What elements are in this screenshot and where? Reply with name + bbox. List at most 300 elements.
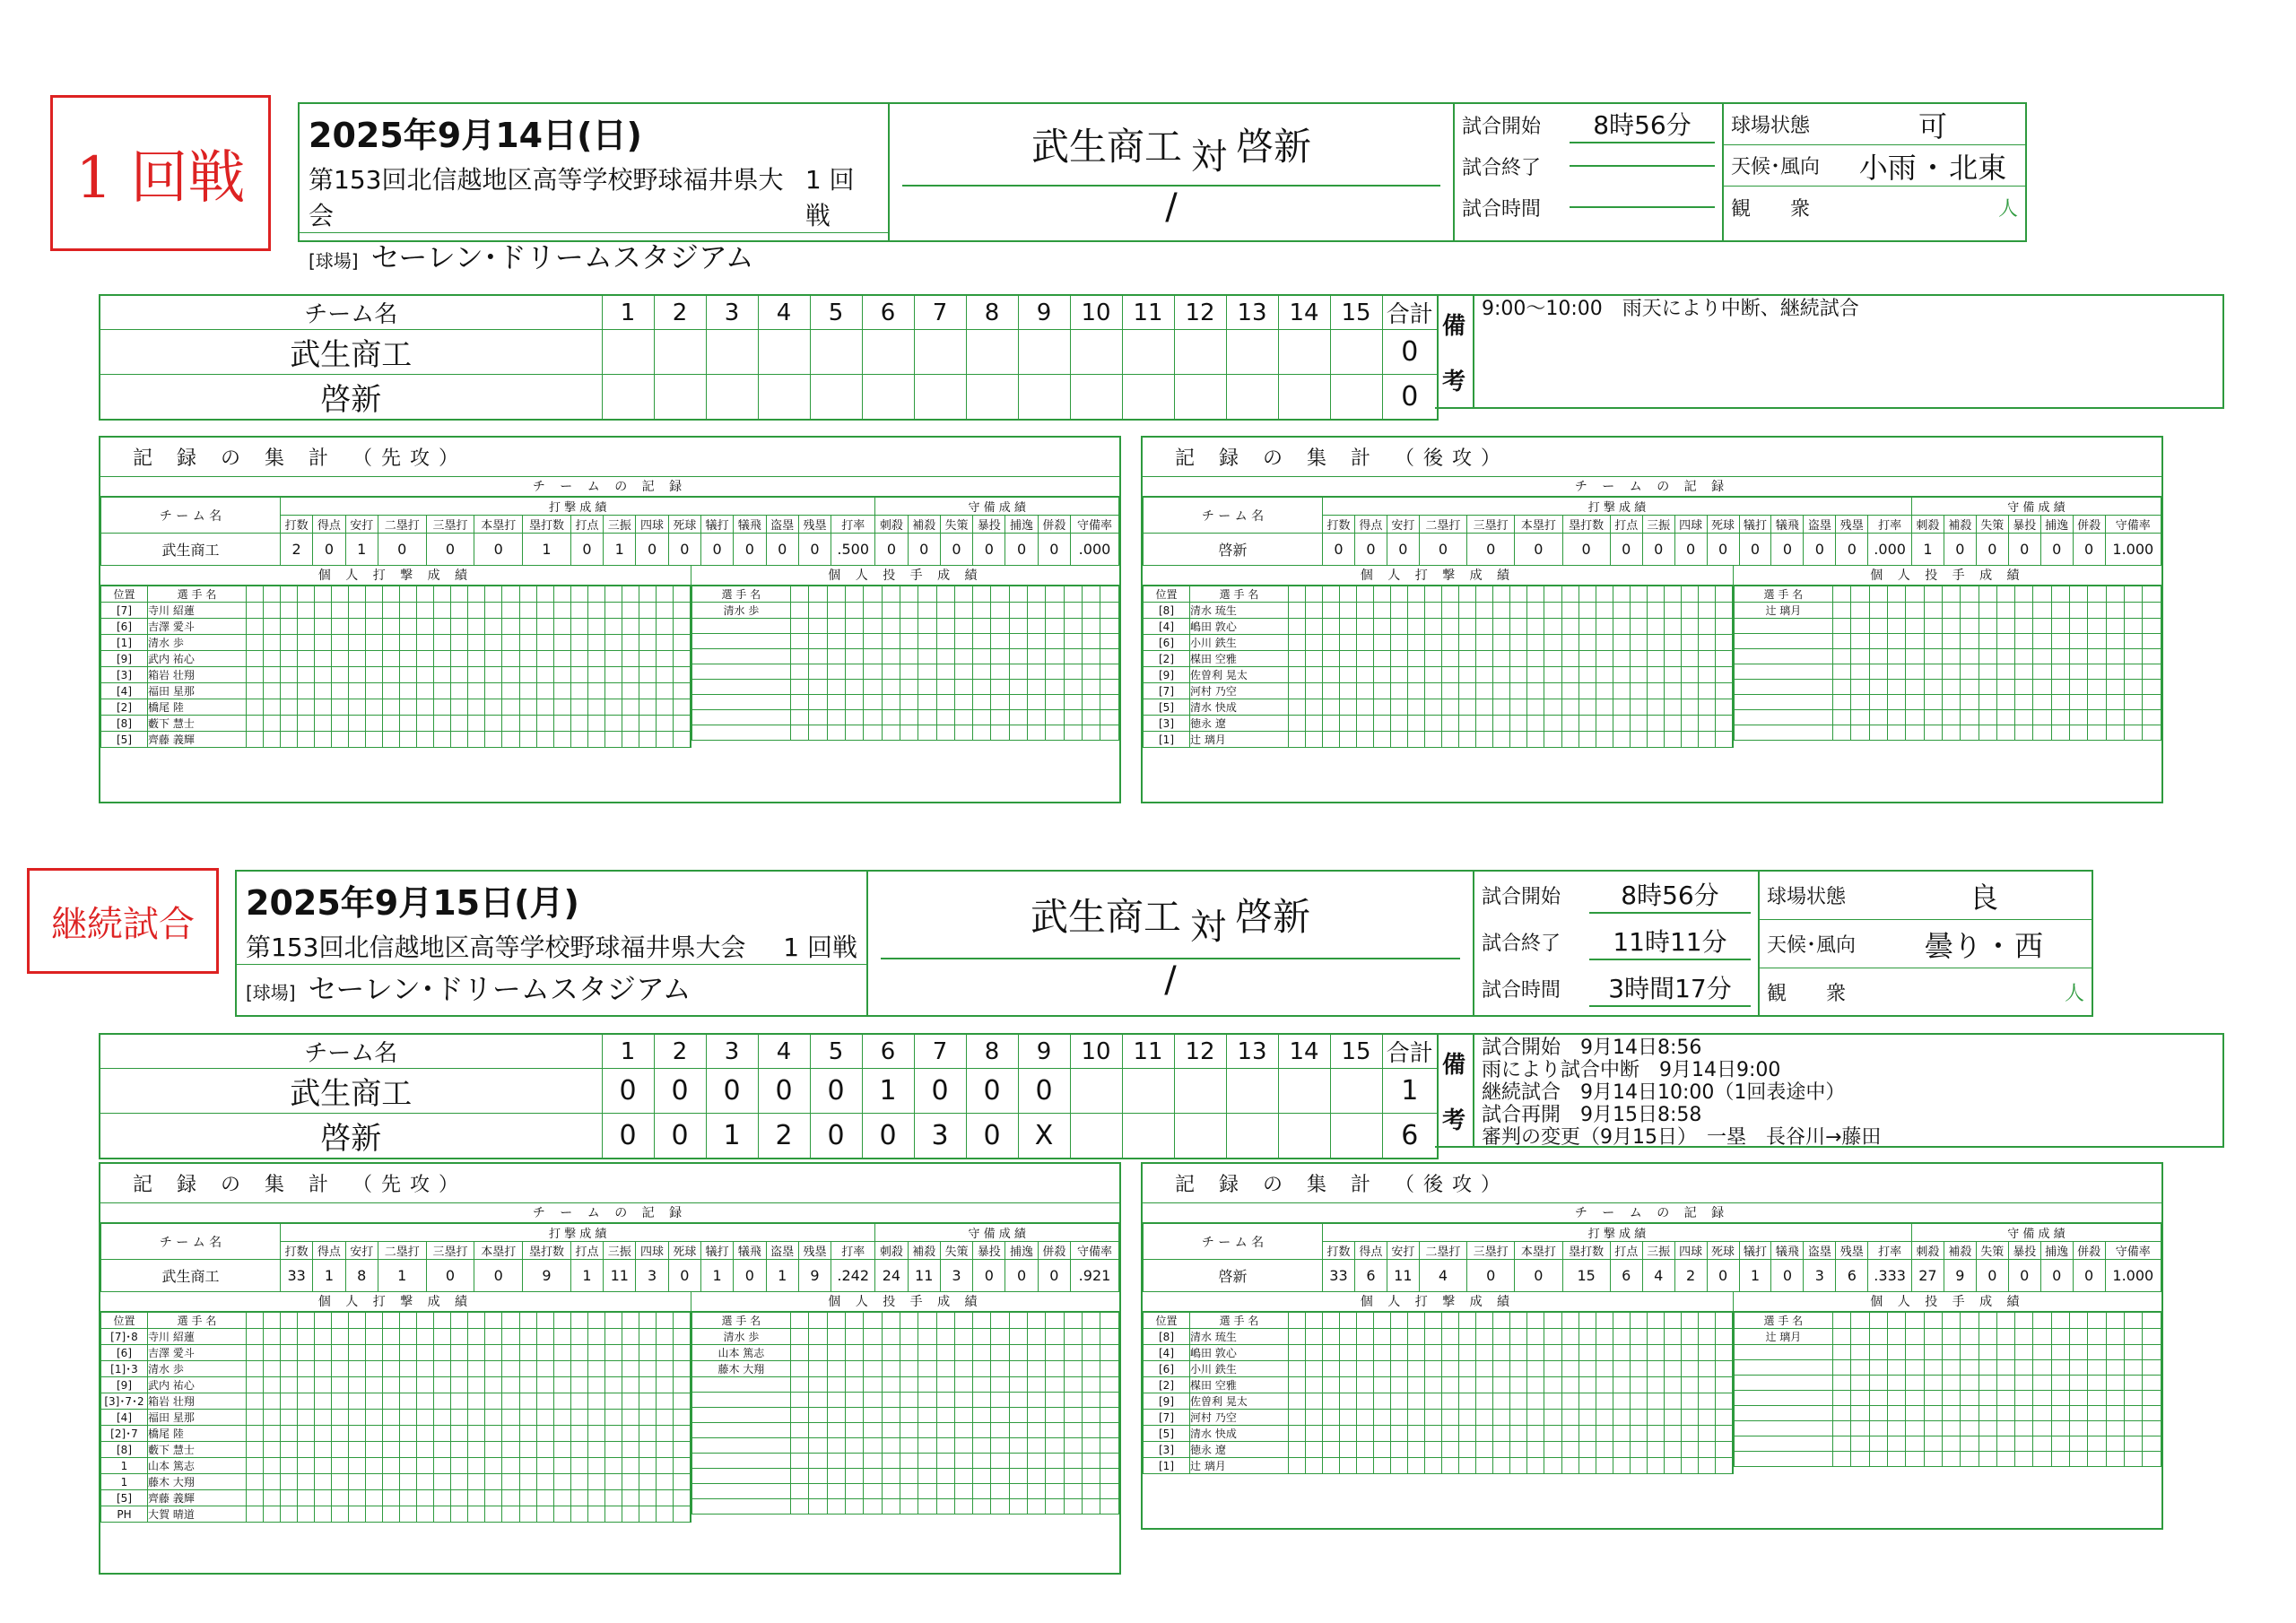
- record-team-name: 武生商工: [101, 1260, 281, 1292]
- stat-cell: [1306, 651, 1323, 667]
- stat-cell: [1715, 667, 1732, 683]
- team-stat: 6: [1610, 1260, 1642, 1292]
- stat-cell: [1851, 1376, 1869, 1391]
- stat-cell: [1596, 1442, 1613, 1458]
- stat-cell: [553, 1393, 570, 1410]
- stat-cell: [1476, 1426, 1493, 1442]
- stat-cell: [936, 1484, 954, 1499]
- empty-cell: [691, 725, 790, 741]
- stat-cell: [1357, 1377, 1374, 1393]
- batter-position: [6]: [1144, 635, 1190, 651]
- stat-cell: [882, 619, 900, 634]
- stat-cell: [1961, 1436, 1979, 1452]
- stat-cell: [864, 1345, 882, 1361]
- stat-cell: [882, 1454, 900, 1469]
- stat-cell: [790, 1484, 808, 1499]
- stat-cell: [673, 1506, 690, 1523]
- stat-cell: [400, 1474, 417, 1490]
- stat-cell: [247, 1474, 264, 1490]
- stat-cell: [1476, 586, 1493, 603]
- pitcher-row: [1734, 619, 2161, 634]
- stat-cell: [1961, 1391, 1979, 1406]
- inning-header: 10: [1070, 295, 1122, 330]
- stat-cell: [468, 1442, 485, 1458]
- stat-cell: [2015, 710, 2033, 725]
- stat-cell: [1374, 1329, 1391, 1345]
- stat-cell: [1698, 1361, 1715, 1377]
- stat-cell: [1083, 603, 1100, 619]
- stat-cell: [332, 699, 349, 716]
- stat-cell: [604, 586, 622, 603]
- stat-cell: [519, 1313, 536, 1329]
- game-date: 2025年9月14日(日): [309, 116, 642, 155]
- stat-cell: [1561, 716, 1578, 732]
- stat-col-header: 死球: [668, 1242, 700, 1260]
- stat-cell: [973, 725, 991, 741]
- stat-cell: [1630, 716, 1647, 732]
- stat-cell: [332, 732, 349, 748]
- stat-cell: [281, 603, 298, 619]
- stat-cell: [1869, 586, 1887, 603]
- stat-cell: [2088, 619, 2106, 634]
- stat-cell: [1664, 699, 1681, 716]
- individual-pitching-heading: 個 人 投 手 成 績: [691, 566, 1119, 586]
- stat-cell: [417, 619, 434, 635]
- stat-cell: [622, 683, 639, 699]
- stat-cell: [1715, 651, 1732, 667]
- batter-row: [1144, 1410, 1733, 1426]
- stat-cell: [809, 586, 827, 603]
- stat-cell: [2033, 634, 2051, 649]
- stat-cell: [790, 1423, 808, 1438]
- team-stat: 1: [700, 1260, 733, 1292]
- stat-cell: [1613, 1313, 1630, 1329]
- stat-cell: [1961, 1345, 1979, 1360]
- stat-cell: [790, 1329, 808, 1345]
- stat-cell: [936, 710, 954, 725]
- stat-cell: [864, 1484, 882, 1499]
- stat-cell: [991, 1361, 1009, 1377]
- stat-cell: [1374, 732, 1391, 748]
- stat-cell: [502, 1410, 519, 1426]
- player-header: 選 手 名: [148, 586, 247, 603]
- stat-cell: [1979, 710, 1996, 725]
- pitcher-row: [1734, 664, 2161, 680]
- stat-cell: [1596, 635, 1613, 651]
- stat-cell: [468, 603, 485, 619]
- stat-cell: [1961, 1421, 1979, 1436]
- stat-cell: [1596, 1329, 1613, 1345]
- stat-cell: [570, 1377, 587, 1393]
- stat-cell: [918, 649, 936, 664]
- inning-header: 5: [810, 1034, 862, 1069]
- team-stat: 0: [1707, 1260, 1739, 1292]
- stat-cell: [264, 1361, 281, 1377]
- stat-cell: [298, 1361, 315, 1377]
- stat-cell: [417, 1506, 434, 1523]
- batter-name: 楳田 空雅: [1190, 651, 1289, 667]
- stat-cell: [587, 1345, 604, 1361]
- stat-cell: [2143, 1329, 2161, 1345]
- team-stat: 0: [668, 1260, 700, 1292]
- stat-cell: [1408, 1410, 1425, 1426]
- stat-cell: [1851, 1329, 1869, 1345]
- stat-cell: [1306, 1313, 1323, 1329]
- stat-cell: [1596, 732, 1613, 748]
- dot: ･: [1925, 150, 1940, 185]
- stat-cell: [936, 695, 954, 710]
- stat-cell: [298, 1345, 315, 1361]
- stat-cell: [790, 1408, 808, 1423]
- stat-cell: [1064, 680, 1082, 695]
- stat-cell: [1527, 683, 1544, 699]
- stat-cell: [451, 586, 468, 603]
- stat-cell: [1289, 1393, 1306, 1410]
- stat-cell: [315, 667, 332, 683]
- stat-cell: [954, 1313, 972, 1329]
- stat-cell: [553, 683, 570, 699]
- pitcher-row: [691, 680, 1118, 695]
- stat-cell: [451, 1410, 468, 1426]
- stat-cell: [1906, 1436, 1924, 1452]
- stat-col-header: 打数: [281, 1242, 313, 1260]
- stat-col-header: 三振: [604, 516, 636, 534]
- stat-cell: [1340, 683, 1357, 699]
- stat-cell: [281, 1490, 298, 1506]
- stat-cell: [1961, 1360, 1979, 1376]
- stat-cell: [936, 1377, 954, 1393]
- pitcher-row: [1734, 1345, 2161, 1360]
- stat-cell: [1391, 699, 1408, 716]
- stat-cell: [2070, 634, 2088, 649]
- stat-cell: [1681, 1377, 1698, 1393]
- stat-cell: [973, 634, 991, 649]
- field-label-2: 球場状態: [1767, 886, 1847, 908]
- stat-cell: [991, 725, 1009, 741]
- stat-cell: [349, 1426, 366, 1442]
- stat-cell: [315, 651, 332, 667]
- stat-cell: [1476, 732, 1493, 748]
- team-record-table: [100, 1223, 1119, 1292]
- stat-cell: [1544, 603, 1561, 619]
- batter-position: [3]: [1144, 716, 1190, 732]
- stat-col-header: 補殺: [1944, 516, 1976, 534]
- stat-cell: [553, 1410, 570, 1426]
- stat-cell: [845, 664, 863, 680]
- stat-cell: [1544, 1329, 1561, 1345]
- stat-cell: [1357, 732, 1374, 748]
- stat-cell: [1374, 1393, 1391, 1410]
- stat-cell: [1942, 603, 1960, 619]
- stat-cell: [1664, 1410, 1681, 1426]
- team-stat: 0: [474, 1260, 523, 1292]
- stat-cell: [1851, 695, 1869, 710]
- note-line: 試合開始 9月14日8:56: [1482, 1037, 1702, 1059]
- pitcher-row: [1734, 1406, 2161, 1421]
- stat-cell: [587, 1490, 604, 1506]
- stat-cell: [2051, 710, 2069, 725]
- stat-cell: [1459, 1313, 1476, 1329]
- stat-cell: [2051, 1376, 2069, 1391]
- stat-cell: [485, 683, 502, 699]
- individual-pitching-heading: 個 人 投 手 成 績: [691, 1292, 1119, 1312]
- inning-header: 14: [1278, 295, 1330, 330]
- stat-cell: [656, 699, 673, 716]
- stat-cell: [809, 680, 827, 695]
- stat-cell: [468, 651, 485, 667]
- stat-cell: [247, 619, 264, 635]
- stat-cell: [1340, 619, 1357, 635]
- stat-cell: [1979, 603, 1996, 619]
- stat-cell: [1046, 1393, 1064, 1408]
- stat-cell: [1510, 619, 1527, 635]
- stat-cell: [1306, 1361, 1323, 1377]
- stat-cell: [1493, 732, 1510, 748]
- stat-cell: [673, 1345, 690, 1361]
- stat-cell: [1100, 1438, 1119, 1454]
- stat-cell: [1527, 1426, 1544, 1442]
- note-bi: 備: [1441, 312, 1465, 340]
- inning-header: 13: [1226, 1034, 1278, 1069]
- stat-cell: [366, 667, 383, 683]
- stat-cell: [639, 667, 656, 683]
- stat-cell: [604, 667, 622, 683]
- stat-cell: [1009, 603, 1027, 619]
- stat-cell: [1681, 716, 1698, 732]
- stat-cell: [1869, 1360, 1887, 1376]
- stat-cell: [1100, 603, 1119, 619]
- total-score: 0: [1382, 375, 1438, 421]
- stat-cell: [264, 667, 281, 683]
- stat-cell: [1064, 695, 1082, 710]
- stat-cell: [298, 1490, 315, 1506]
- stat-cell: [1561, 603, 1578, 619]
- team-stat: 0: [1005, 1260, 1038, 1292]
- batter-name: 藪下 慧士: [148, 716, 247, 732]
- stat-cell: [1323, 1377, 1340, 1393]
- stat-cell: [1961, 725, 1979, 741]
- batter-row: [101, 1377, 691, 1393]
- inning-score: [602, 375, 654, 421]
- stat-cell: [1664, 1377, 1681, 1393]
- stat-cell: [864, 1377, 882, 1393]
- stat-cell: [1596, 651, 1613, 667]
- stat-col-header: 塁打数: [523, 1242, 571, 1260]
- stat-cell: [604, 1393, 622, 1410]
- stat-cell: [1647, 1377, 1664, 1393]
- stat-cell: [900, 1393, 918, 1408]
- stat-cell: [468, 667, 485, 683]
- stat-col-header: 守備率: [2105, 1242, 2161, 1260]
- stat-cell: [918, 619, 936, 634]
- stat-cell: [383, 651, 400, 667]
- stat-cell: [553, 667, 570, 683]
- stat-cell: [2143, 649, 2161, 664]
- stat-cell: [991, 603, 1009, 619]
- team-stat: 6: [1354, 1260, 1387, 1292]
- stat-col-header: 死球: [668, 516, 700, 534]
- stat-cell: [973, 664, 991, 680]
- stat-cell: [1289, 1442, 1306, 1458]
- stat-cell: [900, 1423, 918, 1438]
- stat-cell: [553, 635, 570, 651]
- stat-cell: [2106, 1360, 2124, 1376]
- stat-col-header: 残塁: [1836, 516, 1868, 534]
- stat-cell: [1613, 716, 1630, 732]
- stat-cell: [1064, 586, 1082, 603]
- stat-cell: [315, 619, 332, 635]
- empty-cell: [1734, 1391, 1832, 1406]
- stat-cell: [349, 1474, 366, 1490]
- stat-cell: [882, 586, 900, 603]
- stat-cell: [604, 1410, 622, 1426]
- stat-cell: [639, 1442, 656, 1458]
- stat-cell: [1374, 667, 1391, 683]
- stat-cell: [315, 1313, 332, 1329]
- batter-row: [101, 716, 691, 732]
- stat-cell: [1493, 1345, 1510, 1361]
- stat-cell: [639, 683, 656, 699]
- stat-cell: [936, 664, 954, 680]
- stat-cell: [1476, 699, 1493, 716]
- stat-cell: [1425, 1329, 1442, 1345]
- stat-cell: [639, 651, 656, 667]
- inning-score: 2: [758, 1114, 810, 1159]
- stat-cell: [622, 1377, 639, 1393]
- stat-cell: [485, 619, 502, 635]
- stat-cell: [1425, 586, 1442, 603]
- stat-cell: [1083, 1484, 1100, 1499]
- stat-cell: [1715, 603, 1732, 619]
- stat-cell: [1681, 1361, 1698, 1377]
- stat-cell: [973, 1438, 991, 1454]
- stat-cell: [1887, 603, 1905, 619]
- vs-label: 対: [1191, 135, 1227, 178]
- stat-col-header: 補殺: [908, 516, 940, 534]
- stat-cell: [1544, 586, 1561, 603]
- stat-cell: [400, 667, 417, 683]
- stat-cell: [1476, 651, 1493, 667]
- stat-cell: [827, 695, 845, 710]
- stat-cell: [400, 1313, 417, 1329]
- pitcher-row: [691, 1393, 1118, 1408]
- pitcher-header: 選 手 名: [691, 586, 790, 603]
- stat-cell: [1664, 1458, 1681, 1474]
- batter-name: 武内 祐心: [148, 1377, 247, 1393]
- individual-batting-heading: 個 人 打 撃 成 績: [100, 1292, 691, 1312]
- stat-cell: [1442, 1426, 1459, 1442]
- stat-cell: [1664, 667, 1681, 683]
- stat-cell: [790, 1469, 808, 1484]
- inning-score: 0: [966, 1114, 1018, 1159]
- stat-cell: [383, 586, 400, 603]
- stat-cell: [1064, 1313, 1082, 1329]
- stat-cell: [827, 1377, 845, 1393]
- batter-position: [4]: [1144, 1345, 1190, 1361]
- stat-cell: [247, 1361, 264, 1377]
- stat-cell: [519, 1490, 536, 1506]
- stat-cell: [790, 680, 808, 695]
- stat-cell: [2070, 1452, 2088, 1467]
- score-row: [100, 375, 1438, 421]
- vs-label-2: 対: [1190, 906, 1226, 948]
- stat-cell: [468, 1506, 485, 1523]
- venue-name: セーレン･ドリームスタジアム: [370, 240, 754, 274]
- stat-col-header: 本塁打: [474, 1242, 523, 1260]
- stat-cell: [900, 680, 918, 695]
- date-tournament-block: [300, 104, 890, 274]
- stat-cell: [1527, 603, 1544, 619]
- stat-cell: [2143, 725, 2161, 741]
- stat-cell: [281, 619, 298, 635]
- batter-position: [1]: [101, 635, 148, 651]
- stat-cell: [1979, 1436, 1996, 1452]
- stat-cell: [1323, 1361, 1340, 1377]
- stat-cell: [1510, 1410, 1527, 1426]
- batter-position: 1: [101, 1458, 148, 1474]
- stat-cell: [2051, 725, 2069, 741]
- stat-cell: [845, 1438, 863, 1454]
- stat-cell: [536, 1490, 553, 1506]
- stat-cell: [1064, 603, 1082, 619]
- team-stat: 0: [1771, 534, 1804, 566]
- stat-cell: [1832, 1376, 1850, 1391]
- stat-cell: [1851, 664, 1869, 680]
- player-header: 選 手 名: [1190, 586, 1289, 603]
- stat-cell: [1647, 1458, 1664, 1474]
- stat-cell: [1561, 683, 1578, 699]
- stat-cell: [1715, 586, 1732, 603]
- stat-cell: [247, 1458, 264, 1474]
- team-stat: 4: [1419, 1260, 1466, 1292]
- batter-row: [1144, 699, 1733, 716]
- stat-cell: [349, 1345, 366, 1361]
- stat-cell: [332, 1426, 349, 1442]
- stat-cell: [519, 1426, 536, 1442]
- stat-cell: [553, 1426, 570, 1442]
- stat-cell: [1996, 619, 2014, 634]
- stat-cell: [1510, 603, 1527, 619]
- team-stat: 1: [378, 1260, 426, 1292]
- batter-name: 清水 歩: [148, 1361, 247, 1377]
- stat-cell: [1979, 664, 1996, 680]
- stat-cell: [400, 1506, 417, 1523]
- stat-cell: [1630, 1442, 1647, 1458]
- stat-cell: [1561, 1393, 1578, 1410]
- stat-cell: [434, 1313, 451, 1329]
- stat-cell: [2033, 1360, 2051, 1376]
- pitcher-header: 選 手 名: [1734, 586, 1832, 603]
- stat-cell: [604, 683, 622, 699]
- stat-cell: [468, 619, 485, 635]
- duration-label: 試合時間: [1462, 197, 1542, 221]
- stat-cell: [1442, 732, 1459, 748]
- stat-cell: [332, 1458, 349, 1474]
- stat-cell: [264, 586, 281, 603]
- stat-cell: [1527, 1345, 1544, 1361]
- empty-cell: [1734, 1452, 1832, 1467]
- notes-text: [1474, 296, 1866, 407]
- stat-cell: [519, 1506, 536, 1523]
- tournament-name: 第153回北信越地区高等学校野球福井県大会: [309, 165, 784, 230]
- stat-cell: [264, 1442, 281, 1458]
- stat-cell: [809, 1454, 827, 1469]
- stat-cell: [1425, 699, 1442, 716]
- stat-cell: [1906, 1406, 1924, 1421]
- batter-row: [101, 619, 691, 635]
- batter-name: 清水 琉生: [1190, 603, 1289, 619]
- stat-cell: [1323, 667, 1340, 683]
